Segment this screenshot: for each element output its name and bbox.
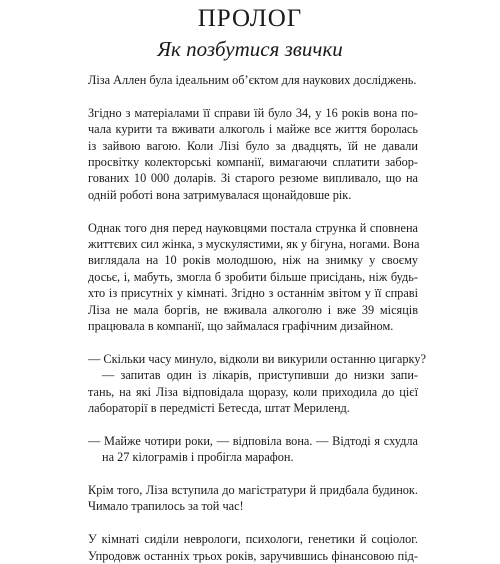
paragraph bbox=[88, 105, 418, 203]
text-line: досьє, і, мабуть, змогла б зробити більше присідань, ніж будь- bbox=[88, 269, 418, 284]
paragraph bbox=[88, 72, 418, 88]
paragraph bbox=[88, 351, 426, 417]
text-line: У кімнаті сиділи неврологи, психологи, генетики й соціолог. bbox=[88, 532, 418, 547]
text-line: хто із присутніх у кімнаті. Згідно з останнім звітом у її справі bbox=[88, 286, 418, 301]
text-line: Крім того, Ліза вступила до магістратури й придбала будинок. bbox=[88, 483, 418, 498]
text-line: — запитав один із лікарів, приступивши до низки запи- bbox=[102, 368, 418, 383]
text-line: — Скільки часу минуло, відколи ви викурили останню цигарку? bbox=[88, 351, 426, 366]
text-line: виглядала на 10 років молодшою, ніж на знимку у своєму bbox=[88, 253, 418, 268]
text-line: життєвих сил жінка, з мускулястими, як у бігуна, ногами. Вона bbox=[88, 237, 420, 252]
paragraph bbox=[88, 433, 418, 466]
text-line: Упродовж останніх трьох років, заручившись фінансовою під- bbox=[88, 548, 418, 563]
text-line: із зайвою вагою. Коли Лізі було за двадцять, їй не давали bbox=[88, 138, 418, 153]
text-line: — Майже чотири роки, — відповіла вона. — Відтоді я схудла bbox=[88, 433, 418, 448]
body-text bbox=[88, 72, 426, 564]
text-line: Однак того дня перед науковцями постала струнка й сповнена bbox=[88, 220, 418, 235]
paragraph bbox=[88, 482, 418, 515]
text-line: Ліза Аллен була ідеальним об’єктом для наукових досліджень. bbox=[88, 73, 417, 87]
text-line: чала курити та вживати алкоголь і майже все життя боролась bbox=[88, 122, 418, 137]
paragraph bbox=[88, 531, 418, 564]
text-line: одній роботі вона затримувалася щонайдовше рік. bbox=[88, 187, 352, 202]
text-line: Ліза не мала боргів, не вживала алкоголю і вже 39 місяців bbox=[88, 302, 418, 317]
chapter-subtitle: Як позбутися звички bbox=[157, 37, 343, 61]
text-line: на 27 кілограмів і пробігла марафон. bbox=[102, 450, 294, 465]
text-line: просвітку колекторські компанії, вимагаючи сплатити забор- bbox=[88, 155, 418, 170]
text-line: лабораторії в передмісті Бетесда, штат Мериленд. bbox=[88, 401, 350, 416]
text-line: тань, на які Ліза відповідала щоразу, коли приходила до цієї bbox=[88, 384, 418, 399]
text-line: Згідно з матеріалами її справи їй було 34, у 16 років вона по- bbox=[88, 105, 418, 120]
paragraph bbox=[88, 220, 418, 335]
text-line: працювала в компанії, що займалася графічним дизайном. bbox=[88, 319, 394, 334]
text-line: гованих 10 000 доларів. Зі старого резюме випливало, що на bbox=[88, 171, 418, 186]
chapter-title: ПРОЛОГ bbox=[197, 5, 303, 32]
text-line: Чимало трапилось за той час! bbox=[88, 499, 244, 514]
